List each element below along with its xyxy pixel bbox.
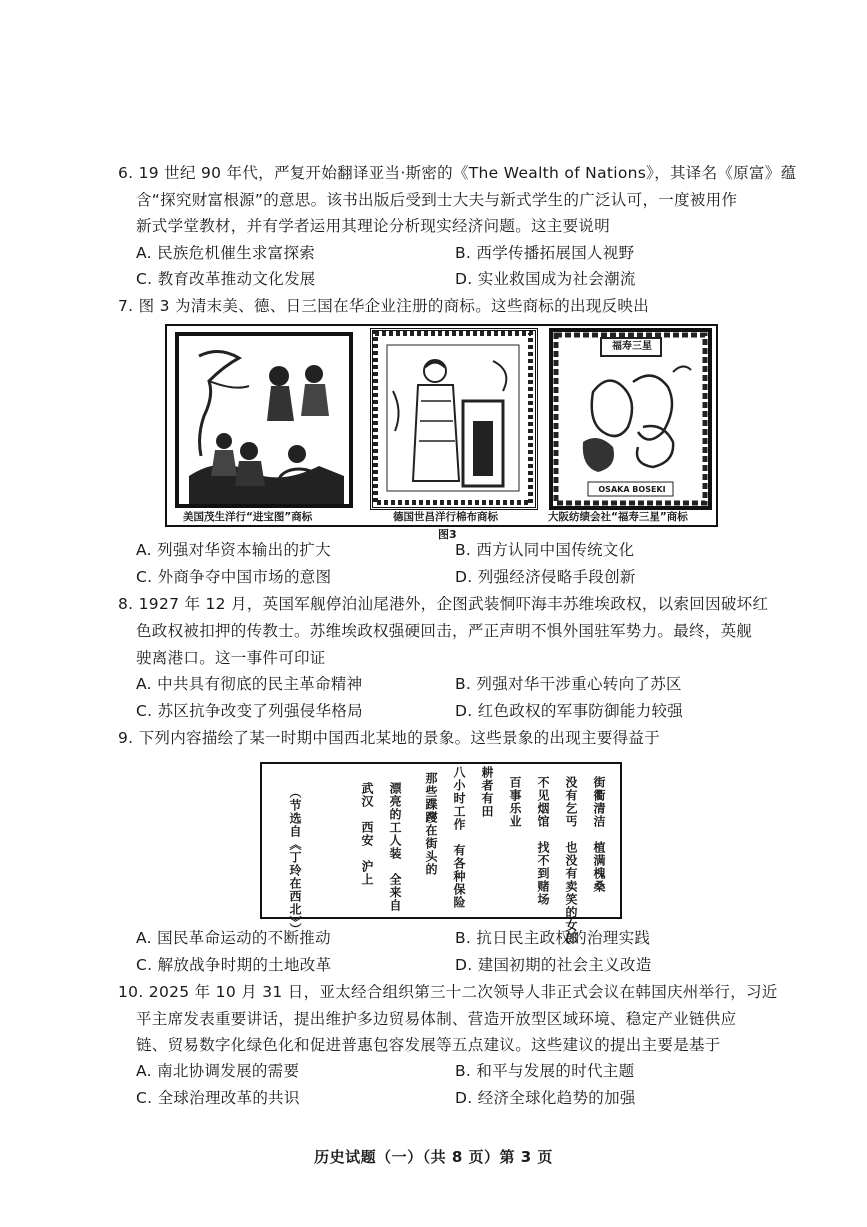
q6-option-c[interactable]: C. 教育改革推动文化发展 (136, 270, 316, 288)
q8-stem-line-1: 8. 1927 年 12 月，英国军舰停泊汕尾港外，企图武装恫吓海丰苏维埃政权，以索回因破坏红 (118, 595, 769, 613)
poem-column-4: 百事乐业 (508, 776, 522, 828)
q9-option-c[interactable]: C. 解放战争时期的土地改革 (136, 956, 332, 974)
q6-option-d[interactable]: D. 实业救国成为社会潮流 (455, 270, 636, 288)
poem-column-2: 没有乞丐 也没有卖笑的女郎 (564, 776, 578, 945)
q8-stem-line-3: 驶离港口。这一事件可印证 (136, 649, 326, 667)
q6-option-a[interactable]: A. 民族危机催生求富探索 (136, 244, 316, 262)
q8-stem-line-2: 色政权被扣押的传教士。苏维埃政权强硬回击，严正声明不惧外国驻军势力。最终，英舰 (136, 622, 753, 640)
q10-stem-line-2: 平主席发表重要讲话，提出维护多边贸易体制、营造开放型区域环境、稳定产业链供应 (136, 1010, 737, 1028)
q10-stem-line-1: 10. 2025 年 10 月 31 日，亚太经合组织第三十二次领导人非正式会议在韩国庆州举行，习近 (118, 983, 778, 1001)
poem-column-7: 那些蹀躞在街头的 (424, 772, 438, 876)
trademark-de-image (373, 331, 533, 505)
q10-option-c[interactable]: C. 全球治理改革的共识 (136, 1089, 300, 1107)
q7-option-d[interactable]: D. 列强经济侵略手段创新 (455, 568, 636, 586)
trademark-caption-jp: 大阪纺绩会社“福寿三星”商标 (548, 511, 688, 523)
poem-source: （节选自《丁玲在西北》） (288, 786, 302, 936)
q9-stem-line-1: 9. 下列内容描绘了某一时期中国西北某地的景象。这些景象的出现主要得益于 (118, 729, 661, 747)
q10-option-d[interactable]: D. 经济全球化趋势的加强 (455, 1089, 636, 1107)
q6-stem-line-1: 6. 19 世纪 90 年代，严复开始翻译亚当·斯密的《The Wealth of Nations》，其译名《原富》蕴 (118, 164, 797, 182)
poem-column-3: 不见烟馆 找不到赌场 (536, 776, 550, 906)
q10-option-b[interactable]: B. 和平与发展的时代主题 (455, 1062, 635, 1080)
trademark-figure (165, 324, 718, 527)
q7-option-b[interactable]: B. 西方认同中国传统文化 (455, 541, 635, 559)
q6-stem-line-3: 新式学堂教材，并有学者运用其理论分析现实经济问题。这主要说明 (136, 217, 611, 235)
trademark-caption-de: 德国世昌洋行棉布商标 (393, 511, 498, 523)
poem-column-9: 武汉 西安 沪上 (360, 782, 374, 886)
q7-stem-line-1: 7. 图 3 为清末美、德、日三国在华企业注册的商标。这些商标的出现反映出 (118, 297, 650, 315)
q6-option-b[interactable]: B. 西学传播拓展国人视野 (455, 244, 635, 262)
trademark-jp-bottom-text: OSAKA BOSEKI (598, 485, 666, 494)
poem-column-5: 耕者有田 (480, 766, 494, 818)
trademark-panel-us (175, 332, 353, 508)
poem-column-8: 漂亮的工人装 全来自 (388, 782, 402, 912)
q9-option-d[interactable]: D. 建国初期的社会主义改造 (455, 956, 652, 974)
trademark-jp-image (553, 332, 708, 506)
poem-column-1: 街衢清洁 植满槐桑 (592, 776, 606, 893)
trademark-jp-seal: 福寿三星 (612, 341, 652, 352)
q8-option-c[interactable]: C. 苏区抗争改变了列强侵华格局 (136, 702, 363, 720)
q10-option-a[interactable]: A. 南北协调发展的需要 (136, 1062, 300, 1080)
trademark-panel-de (370, 328, 538, 510)
q7-option-c[interactable]: C. 外商争夺中国市场的意图 (136, 568, 332, 586)
q10-stem-line-3: 链、贸易数字化绿色化和促进普惠包容发展等五点建议。这些建议的提出主要是基于 (136, 1036, 721, 1054)
poem-column-6: 八小时工作 有各种保险 (452, 766, 466, 909)
figure-label: 图3 (438, 528, 457, 541)
trademark-panel-jp (549, 328, 712, 510)
q9-option-a[interactable]: A. 国民革命运动的不断推动 (136, 929, 331, 947)
q8-option-b[interactable]: B. 列强对华干涉重心转向了苏区 (455, 675, 682, 693)
q9-option-b[interactable]: B. 抗日民主政权的治理实践 (455, 929, 651, 947)
q7-option-a[interactable]: A. 列强对华资本输出的扩大 (136, 541, 331, 559)
q6-stem-line-2: 含“探究财富根源”的意思。该书出版后受到士大夫与新式学生的广泛认可，一度被用作 (136, 191, 738, 209)
q8-option-d[interactable]: D. 红色政权的军事防御能力较强 (455, 702, 684, 720)
trademark-caption-us: 美国茂生洋行“进宝图”商标 (183, 511, 313, 523)
q8-option-a[interactable]: A. 中共具有彻底的民主革命精神 (136, 675, 363, 693)
page-footer: 历史试题（一）（共 8 页）第 3 页 (314, 1148, 553, 1166)
trademark-us-image (179, 336, 349, 504)
